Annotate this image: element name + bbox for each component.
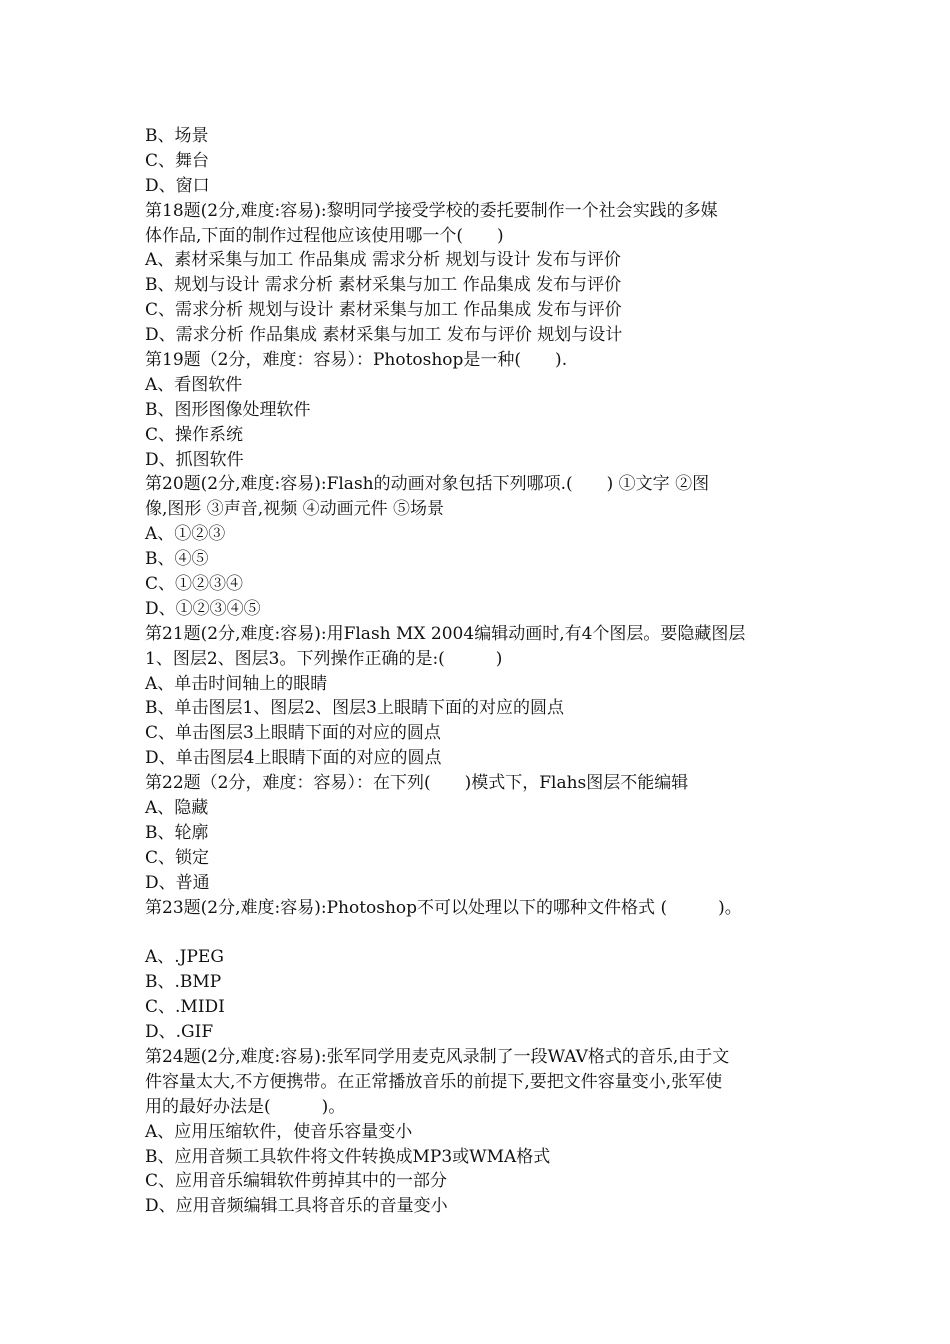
option-line: D、抓图软件 — [145, 449, 244, 470]
option-line: D、单击图层4上眼睛下面的对应的圆点 — [145, 748, 442, 769]
question-23: 第23题(2分,难度:容易):Photoshop不可以处理以下的哪种文件格式 ( )。 — [145, 897, 742, 918]
option-line: A、看图软件 — [145, 374, 243, 395]
question-22: 第22题（2分，难度：容易）：在下列( )模式下，Flahs图层不能编辑 — [145, 773, 689, 794]
option-line: C、舞台 — [145, 150, 210, 171]
option-line: A、.JPEG — [145, 947, 224, 968]
option-line: B、场景 — [145, 126, 209, 146]
option-line: D、需求分析 作品集成 素材采集与加工 发布与评价 规划与设计 — [145, 325, 623, 346]
question-21-line-1: 第21题(2分,难度:容易):用Flash MX 2004编辑动画时,有4个图层。要隐藏图层 — [145, 623, 746, 644]
option-line: D、窗口 — [145, 175, 210, 196]
question-21-line-2: 1、图层2、图层3。下列操作正确的是:( ) — [145, 648, 503, 669]
option-line: B、单击图层1、图层2、图层3上眼睛下面的对应的圆点 — [145, 698, 564, 719]
option-line: C、操作系统 — [145, 424, 244, 445]
option-line: D、①②③④⑤ — [145, 598, 261, 619]
option-line: A、单击时间轴上的眼睛 — [145, 673, 328, 694]
question-20-line-2: 像,图形 ③声音,视频 ④动画元件 ⑤场景 — [145, 499, 445, 520]
option-line: B、规划与设计 需求分析 素材采集与加工 作品集成 发布与评价 — [145, 275, 622, 296]
question-24-line-1: 第24题(2分,难度:容易):张军同学用麦克风录制了一段WAV格式的音乐,由于文 — [145, 1046, 730, 1067]
option-line: A、应用压缩软件，使音乐容量变小 — [145, 1121, 413, 1142]
option-line: A、隐藏 — [145, 798, 209, 819]
option-line: D、.GIF — [145, 1022, 214, 1043]
option-line: B、.BMP — [145, 972, 222, 993]
question-18-line-1: 第18题(2分,难度:容易):黎明同学接受学校的委托要制作一个社会实践的多媒 — [145, 200, 718, 221]
option-line: B、图形图像处理软件 — [145, 399, 311, 420]
question-20-line-1: 第20题(2分,难度:容易):Flash的动画对象包括下列哪项.( ) ①文字 ②图 — [145, 474, 710, 495]
option-line: C、需求分析 规划与设计 素材采集与加工 作品集成 发布与评价 — [145, 300, 622, 321]
option-line: B、④⑤ — [145, 549, 209, 570]
blank-line — [145, 921, 825, 946]
option-line: C、锁定 — [145, 847, 210, 868]
question-24-line-3: 用的最好办法是( )。 — [145, 1096, 346, 1117]
option-line: A、素材采集与加工 作品集成 需求分析 规划与设计 发布与评价 — [145, 250, 621, 271]
option-line: C、.MIDI — [145, 997, 225, 1018]
option-line: C、单击图层3上眼睛下面的对应的圆点 — [145, 723, 441, 744]
option-line: B、轮廓 — [145, 822, 209, 843]
option-line: A、①②③ — [145, 524, 226, 545]
document-page — [145, 124, 825, 1219]
option-line: D、普通 — [145, 872, 210, 893]
option-line: B、应用音频工具软件将文件转换成MP3或WMA格式 — [145, 1146, 551, 1167]
question-24-line-2: 件容量太大,不方便携带。在正常播放音乐的前提下,要把文件容量变小,张军使 — [145, 1071, 723, 1092]
option-line: C、①②③④ — [145, 574, 244, 595]
question-18-line-2: 体作品,下面的制作过程他应该使用哪一个( ) — [145, 225, 504, 246]
option-line: D、应用音频编辑工具将音乐的音量变小 — [145, 1196, 448, 1217]
option-line: C、应用音乐编辑软件剪掉其中的一部分 — [145, 1171, 448, 1192]
question-19: 第19题（2分，难度：容易）：Photoshop是一种( ). — [145, 350, 568, 371]
